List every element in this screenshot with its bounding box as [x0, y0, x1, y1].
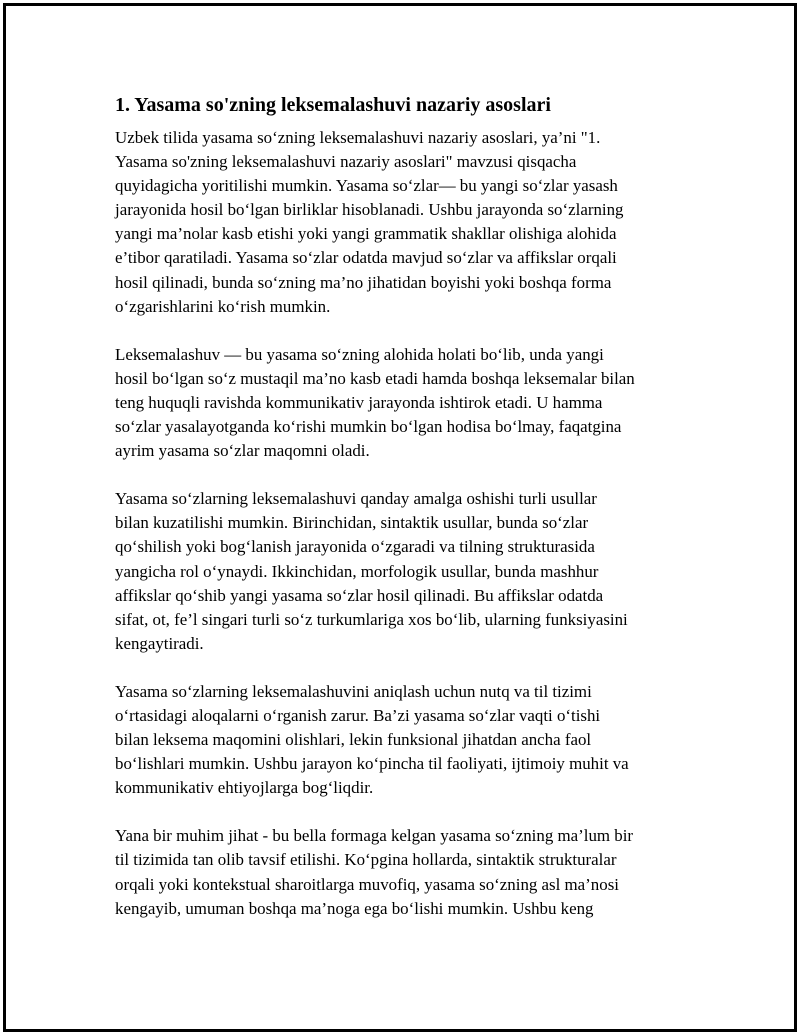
- text-line: kengayib, umuman boshqa ma’noga ega bo‘lishi mumkin. Ushbu keng: [115, 898, 594, 918]
- text-line: hosil bo‘lgan so‘z mustaqil ma’no kasb etadi hamda boshqa leksemalar bilan: [115, 368, 635, 388]
- text-line: jarayonida hosil bo‘lgan birliklar hisoblanadi. Ushbu jarayonda so‘zlarning: [115, 200, 624, 220]
- text-line: Yasama so‘zlarning leksemalashuvi qanday amalga oshishi turli usullar: [115, 489, 597, 509]
- paragraph-4: [115, 680, 695, 800]
- document-body: [115, 92, 695, 945]
- text-line: yangi ma’nolar kasb etishi yoki yangi grammatik shakllar olishiga alohida: [115, 224, 617, 244]
- text-line: til tizimida tan olib tavsif etilishi. Ko‘pgina hollarda, sintaktik strukturalar: [115, 850, 617, 870]
- text-line: quyidagicha yoritilishi mumkin. Yasama so‘zlar— bu yangi so‘zlar yasash: [115, 176, 618, 196]
- text-line: o‘zgarishlarini ko‘rish mumkin.: [115, 296, 331, 316]
- paragraph-3: [115, 487, 695, 656]
- text-line: bilan leksema maqomini olishlari, lekin funksional jihatdan ancha faol: [115, 730, 592, 750]
- text-line: teng huquqli ravishda kommunikativ jarayonda ishtirok etadi. U hamma: [115, 392, 603, 412]
- paragraph-5: [115, 824, 695, 920]
- text-line: Yana bir muhim jihat - bu bella formaga kelgan yasama so‘zning ma’lum bir: [115, 826, 634, 846]
- text-line: qo‘shilish yoki bog‘lanish jarayonida o‘zgaradi va tilning strukturasida: [115, 537, 595, 557]
- text-line: so‘zlar yasalayotganda ko‘rishi mumkin bo‘lgan hodisa bo‘lmay, faqatgina: [115, 417, 622, 437]
- text-line: yangicha rol o‘ynaydi. Ikkinchidan, morfologik usullar, bunda mashhur: [115, 561, 599, 581]
- section-heading: 1. Yasama so'zning leksemalashuvi nazariy asoslari: [115, 94, 551, 116]
- text-line: ayrim yasama so‘zlar maqomni oladi.: [115, 441, 370, 461]
- text-line: affikslar qo‘shib yangi yasama so‘zlar hosil qilinadi. Bu affikslar odatda: [115, 585, 604, 605]
- text-line: bilan kuzatilishi mumkin. Birinchidan, sintaktik usullar, bunda so‘zlar: [115, 513, 589, 533]
- paragraph-2: [115, 343, 695, 463]
- text-line: Yasama so'zning leksemalashuvi nazariy asoslari" mavzusi qisqacha: [115, 152, 577, 172]
- text-line: bo‘lishlari mumkin. Ushbu jarayon ko‘pincha til faoliyati, ijtimoiy muhit va: [115, 754, 629, 774]
- paragraph-1: [115, 126, 695, 319]
- text-line: e’tibor qaratiladi. Yasama so‘zlar odatda mavjud so‘zlar va affikslar orqali: [115, 248, 617, 268]
- text-line: Leksemalashuv — bu yasama so‘zning alohida holati bo‘lib, unda yangi: [115, 344, 604, 364]
- text-line: Uzbek tilida yasama so‘zning leksemalashuvi nazariy asoslari, ya’ni "1.: [115, 128, 601, 147]
- text-line: Yasama so‘zlarning leksemalashuvini aniqlash uchun nutq va til tizimi: [115, 681, 592, 701]
- text-line: o‘rtasidagi aloqalarni o‘rganish zarur. Ba’zi yasama so‘zlar vaqti o‘tishi: [115, 705, 601, 725]
- text-line: kommunikativ ehtiyojlarga bog‘liqdir.: [115, 778, 374, 798]
- text-line: kengaytiradi.: [115, 633, 204, 653]
- text-line: orqali yoki kontekstual sharoitlarga muvofiq, yasama so‘zning asl ma’nosi: [115, 874, 619, 894]
- text-line: sifat, ot, fe’l singari turli so‘z turkumlariga xos bo‘lib, ularning funksiyasini: [115, 609, 628, 629]
- text-line: hosil qilinadi, bunda so‘zning ma’no jihatidan boyishi yoki boshqa forma: [115, 272, 612, 292]
